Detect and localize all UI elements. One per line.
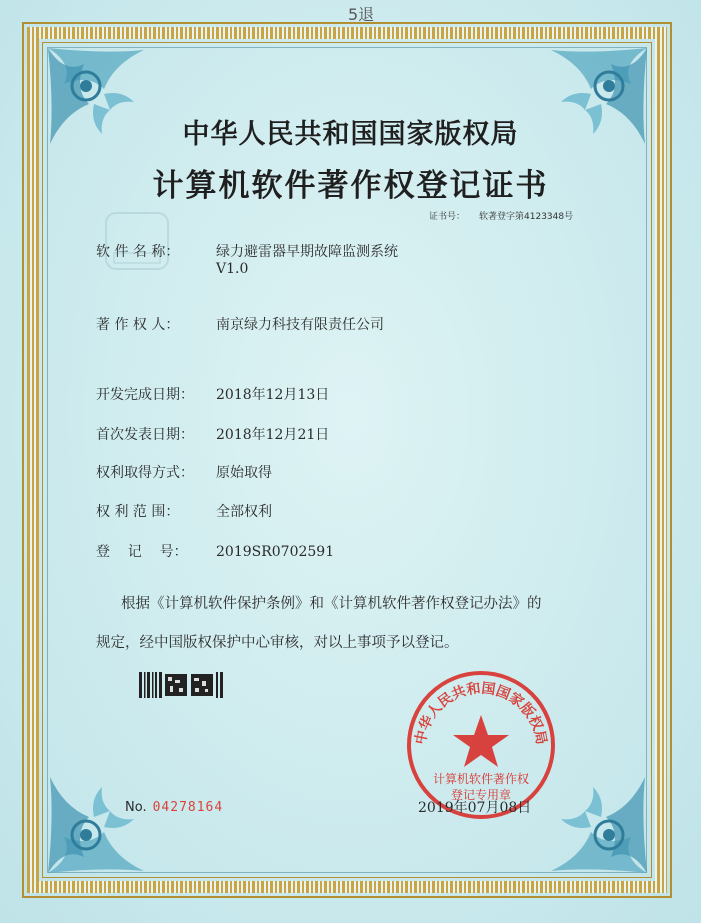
field-value: 绿力避雷器早期故障监测系统 [216, 244, 398, 260]
issue-date: 2019年07月08日 [418, 800, 532, 816]
certificate-number-label: 证书号： [429, 212, 466, 222]
field-copyright-owner [96, 314, 384, 334]
seal-outer-text: 中华人民共和国国家版权局 [412, 680, 550, 746]
serial-value: 04278164 [152, 800, 224, 815]
field-label: 权 利 范 围： [96, 504, 180, 520]
handwritten-note: 5退 [348, 5, 375, 24]
field-label: 开发完成日期： [96, 387, 194, 403]
certificate-number-value: 软著登字第4123348号 [479, 212, 574, 222]
field-software-name [96, 241, 398, 277]
statement-line-1: 根据《计算机软件保护条例》和《计算机软件著作权登记办法》的 [121, 596, 542, 612]
serial-label: No. [125, 800, 147, 815]
field-first-publication-date [96, 424, 329, 444]
corner-ornament-bottom-left [44, 767, 154, 877]
field-value: 2018年12月21日 [216, 427, 330, 443]
seal-inner-line-2: 登记专用章 [450, 788, 512, 802]
issuing-authority: 中华人民共和国国家版权局 [182, 119, 519, 150]
field-acquisition-method [96, 462, 272, 482]
field-value: 2019SR0702591 [216, 544, 335, 560]
field-label: 首次发表日期： [96, 427, 194, 443]
statement-line-2: 规定，经中国版权保护中心审核，对以上事项予以登记。 [96, 635, 459, 651]
certificate-title: 计算机软件著作权登记证书 [152, 168, 549, 204]
certificate-number [429, 209, 573, 222]
seal-inner-line-1: 计算机软件著作权 [432, 772, 530, 786]
barcode-icon [139, 672, 225, 698]
serial-number [125, 800, 223, 815]
field-value: 全部权利 [216, 504, 272, 520]
field-value-version: V1.0 [216, 261, 249, 277]
field-label: 登 记 号： [96, 544, 188, 560]
field-value: 2018年12月13日 [216, 387, 330, 403]
corner-ornament-bottom-right [541, 767, 651, 877]
field-rights-scope [96, 501, 272, 521]
field-value: 原始取得 [216, 465, 272, 481]
field-value: 南京绿力科技有限责任公司 [216, 317, 384, 333]
field-registration-number [96, 541, 334, 561]
field-completion-date [96, 384, 329, 404]
field-label: 软 件 名 称： [96, 244, 180, 260]
field-label: 著 作 权 人： [96, 317, 180, 333]
field-label: 权利取得方式： [96, 465, 194, 481]
